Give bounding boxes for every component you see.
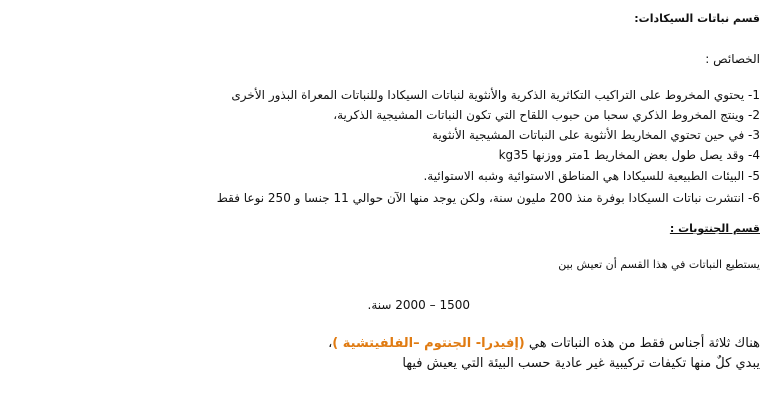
list-item: 5- البيئات الطبيعية للسيكادا هي المناطق الاستوائية وشبه الاستوائية.: [423, 169, 760, 183]
list-item: 2- وينتج المخروط الذكري سحبا من حبوب اللقاح التي تكون النباتات المشيجية الذكرية،: [333, 108, 760, 122]
list-item: 6- انتشرت نباتات السيكادا بوفرة منذ 200 مليون سنة، ولكن يوجد منها الآن حوالي 11 جنسا و 250 نوعا فقط: [216, 191, 760, 205]
list-item: 3- في حين تحتوي المخاريط الأنثوية على النباتات المشيجية الأنثوية: [432, 128, 760, 142]
genera-suffix: ،: [328, 336, 333, 351]
gnetophytes-intro: يستطيع النباتات في هذا القسم أن تعيش بين: [558, 258, 760, 271]
lifespan-years: 1500 – 2000 سنة.: [367, 298, 470, 312]
genera-sentence: [328, 336, 760, 351]
genera-prefix: هناك ثلاثة أجناس فقط من هذه النباتات هي: [524, 336, 760, 351]
list-item: 1- يحتوي المخروط على التراكيب التكاثرية الذكرية والأنثوية لنباتات السيكادا وللنباتات المعراة البذور الأخرى: [231, 88, 760, 102]
adaptations-sentence: يبدي كلٌ منها تكيفات تركيبية غير عادية حسب البيئة التي يعيش فيها: [402, 356, 760, 371]
cycads-section-title: قسم نباتات السيكادات:: [634, 12, 760, 25]
properties-label: الخصائص :: [705, 52, 760, 66]
gnetophytes-section-title: قسم الجنتويات :: [669, 222, 760, 235]
list-item: 4- وقد يصل طول بعض المخاريط 1متر ووزنها kg35: [498, 148, 760, 162]
genera-highlight: (إفيدرا- الجنتوم –الفلفيتشية ): [332, 336, 525, 351]
